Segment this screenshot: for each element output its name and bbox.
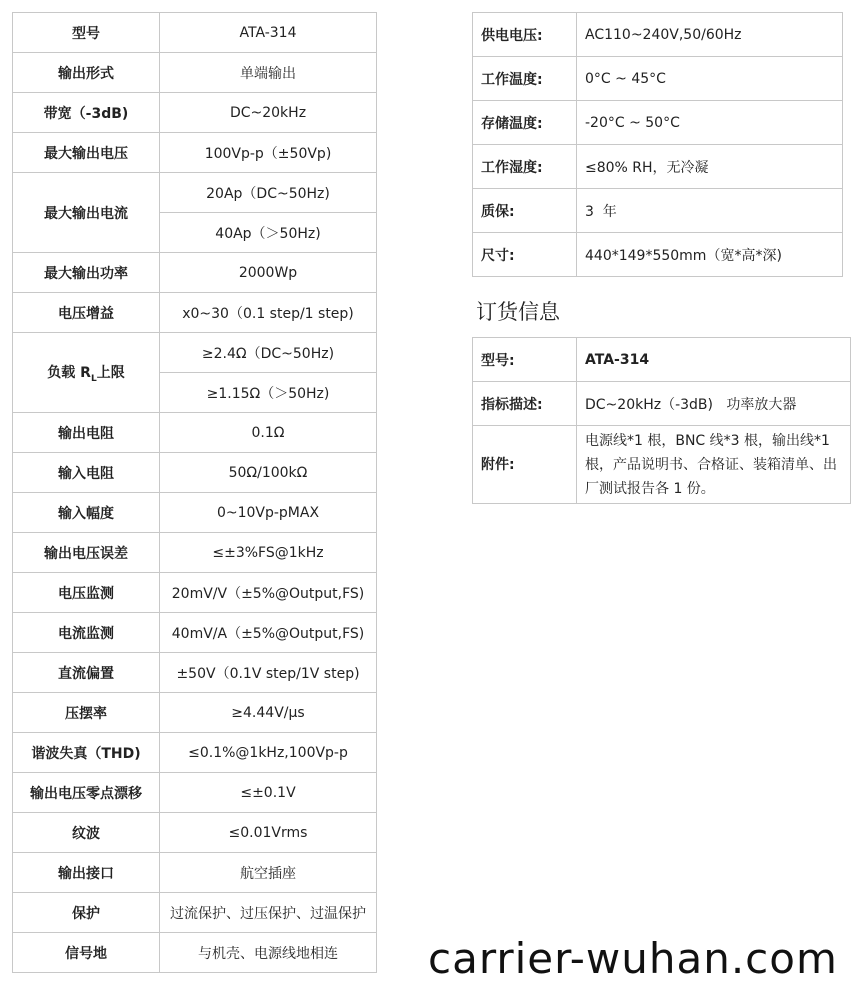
watermark-text: carrier-wuhan.com xyxy=(428,934,838,983)
spec-value: 航空插座 xyxy=(160,853,377,893)
spec-label: 输出形式 xyxy=(13,53,160,93)
spec-row xyxy=(13,413,377,453)
power-label: 工作温度: xyxy=(473,57,577,101)
power-value: 3 年 xyxy=(577,189,843,233)
spec-row xyxy=(13,453,377,493)
power-row xyxy=(473,13,843,57)
power-label: 存储温度: xyxy=(473,101,577,145)
order-row-model xyxy=(473,338,851,382)
spec-row xyxy=(13,333,377,373)
power-label: 供电电压: xyxy=(473,13,577,57)
spec-value: 单端输出 xyxy=(160,53,377,93)
spec-label: 信号地 xyxy=(13,933,160,973)
spec-label: 带宽（-3dB) xyxy=(13,93,160,133)
spec-row xyxy=(13,773,377,813)
spec-value: 100Vp-p（±50Vp) xyxy=(160,133,377,173)
spec-label: 压摆率 xyxy=(13,693,160,733)
spec-value: 50Ω/100kΩ xyxy=(160,453,377,493)
power-value: ≤80% RH，无冷凝 xyxy=(577,145,843,189)
order-label-description: 指标描述: xyxy=(473,382,577,426)
spec-value: ≤0.01Vrms xyxy=(160,813,377,853)
spec-row xyxy=(13,13,377,53)
order-row-description xyxy=(473,382,851,426)
spec-value: 40Ap（＞50Hz) xyxy=(160,213,377,253)
spec-label: 输出电阻 xyxy=(13,413,160,453)
spec-row xyxy=(13,173,377,213)
spec-label: 电流监测 xyxy=(13,613,160,653)
power-row xyxy=(473,189,843,233)
spec-row xyxy=(13,693,377,733)
spec-value: 20Ap（DC~50Hz) xyxy=(160,173,377,213)
spec-value: ATA-314 xyxy=(160,13,377,53)
spec-label: 输出电压误差 xyxy=(13,533,160,573)
order-row-accessories xyxy=(473,426,851,504)
spec-value: x0~30（0.1 step/1 step) xyxy=(160,293,377,333)
spec-label: 电压监测 xyxy=(13,573,160,613)
spec-value: 0~10Vp-pMAX xyxy=(160,493,377,533)
spec-row xyxy=(13,893,377,933)
spec-label: 型号 xyxy=(13,13,160,53)
spec-row xyxy=(13,813,377,853)
power-label: 质保: xyxy=(473,189,577,233)
spec-row xyxy=(13,573,377,613)
spec-table xyxy=(12,12,377,973)
power-row xyxy=(473,145,843,189)
power-spec-table xyxy=(472,12,843,277)
order-value-description: DC~20kHz（-3dB) 功率放大器 xyxy=(577,382,851,426)
spec-row xyxy=(13,733,377,773)
spec-row xyxy=(13,533,377,573)
power-label: 尺寸: xyxy=(473,233,577,277)
spec-value: 0.1Ω xyxy=(160,413,377,453)
order-info-table xyxy=(472,337,851,504)
spec-row xyxy=(13,293,377,333)
spec-value: ≤±3%FS@1kHz xyxy=(160,533,377,573)
power-value: -20°C ~ 50°C xyxy=(577,101,843,145)
spec-row xyxy=(13,933,377,973)
spec-value: ≥4.44V/μs xyxy=(160,693,377,733)
spec-value: DC~20kHz xyxy=(160,93,377,133)
spec-value: ≤±0.1V xyxy=(160,773,377,813)
spec-label: 输出接口 xyxy=(13,853,160,893)
order-info-title: 订货信息 xyxy=(476,300,560,324)
spec-row xyxy=(13,613,377,653)
spec-row xyxy=(13,133,377,173)
spec-label: 最大输出电流 xyxy=(13,173,160,253)
spec-value: 2000Wp xyxy=(160,253,377,293)
spec-label: 最大输出电压 xyxy=(13,133,160,173)
spec-value: 40mV/A（±5%@Output,FS) xyxy=(160,613,377,653)
spec-value: ≥1.15Ω（＞50Hz) xyxy=(160,373,377,413)
spec-label: 电压增益 xyxy=(13,293,160,333)
spec-row xyxy=(13,853,377,893)
power-value: 440*149*550mm（宽*高*深) xyxy=(577,233,843,277)
spec-row xyxy=(13,253,377,293)
spec-row xyxy=(13,493,377,533)
order-label-accessories: 附件: xyxy=(473,426,577,504)
spec-value: ≤0.1%@1kHz,100Vp-p xyxy=(160,733,377,773)
spec-label: 最大输出功率 xyxy=(13,253,160,293)
power-value: AC110~240V,50/60Hz xyxy=(577,13,843,57)
spec-row xyxy=(13,93,377,133)
spec-label: 谐波失真（THD) xyxy=(13,733,160,773)
spec-label: 负载 $R_L$上限 xyxy=(13,333,160,413)
spec-label: 纹波 xyxy=(13,813,160,853)
spec-row xyxy=(13,53,377,93)
order-value-model: ATA-314 xyxy=(577,338,851,382)
spec-label: 直流偏置 xyxy=(13,653,160,693)
spec-value: ≥2.4Ω（DC~50Hz) xyxy=(160,333,377,373)
order-value-accessories: 电源线*1 根，BNC 线*3 根，输出线*1 根，产品说明书、合格证、装箱清单、出厂测试报告各 1 份。 xyxy=(577,426,851,504)
power-row xyxy=(473,233,843,277)
spec-value: ±50V（0.1V step/1V step) xyxy=(160,653,377,693)
power-value: 0°C ~ 45°C xyxy=(577,57,843,101)
power-row xyxy=(473,101,843,145)
spec-value: 与机壳、电源线地相连 xyxy=(160,933,377,973)
spec-value: 过流保护、过压保护、过温保护 xyxy=(160,893,377,933)
power-row xyxy=(473,57,843,101)
spec-label: 保护 xyxy=(13,893,160,933)
order-label-model: 型号: xyxy=(473,338,577,382)
spec-label: 输入幅度 xyxy=(13,493,160,533)
power-label: 工作湿度: xyxy=(473,145,577,189)
spec-label: 输出电压零点漂移 xyxy=(13,773,160,813)
spec-label: 输入电阻 xyxy=(13,453,160,493)
spec-value: 20mV/V（±5%@Output,FS) xyxy=(160,573,377,613)
spec-row xyxy=(13,653,377,693)
